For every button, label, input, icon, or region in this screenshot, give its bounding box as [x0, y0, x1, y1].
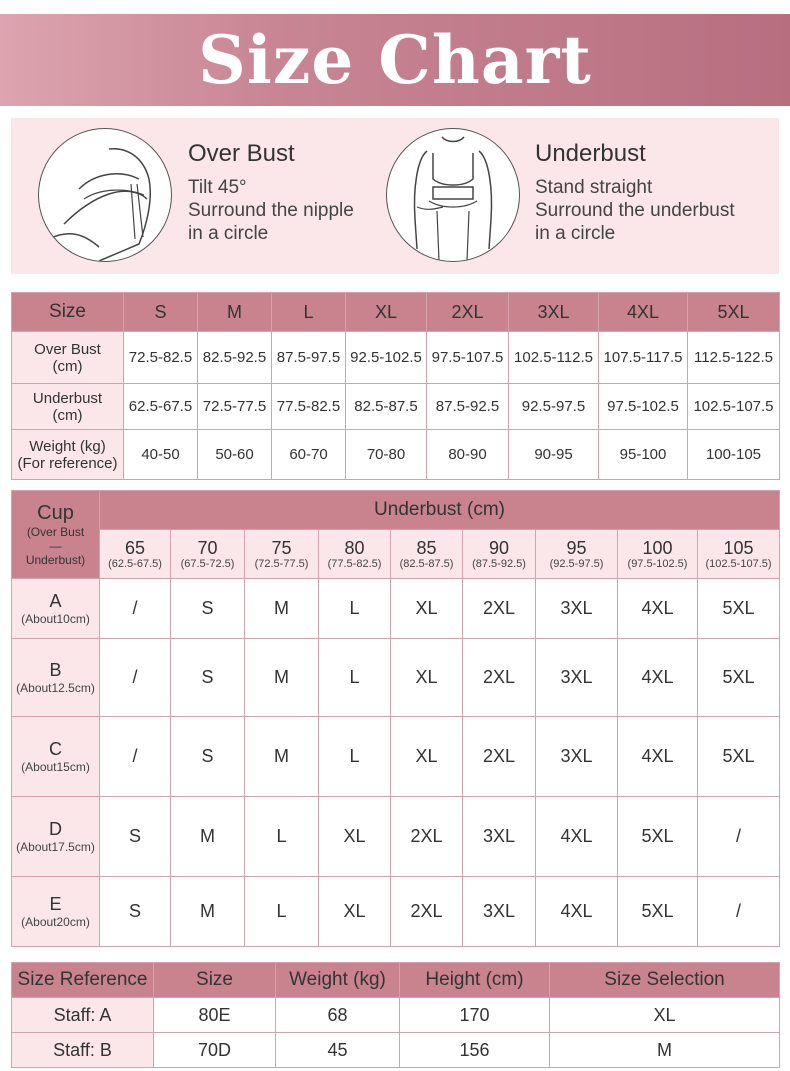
reference-col-header: Size — [154, 963, 276, 998]
col-main: 65 — [124, 538, 146, 558]
col-range: (97.5-102.5) — [627, 558, 688, 570]
size-col-header: 4XL — [599, 293, 688, 332]
title-banner — [0, 14, 790, 106]
col-main: 70 — [197, 538, 218, 558]
table-row — [12, 797, 780, 877]
cup-row-label — [12, 717, 100, 797]
table-cell: 2XL — [391, 877, 463, 947]
table-cell: S — [171, 579, 245, 639]
table-cell: 102.5-112.5 — [509, 332, 599, 384]
table-cell: 2XL — [463, 639, 536, 717]
table-cell: 87.5-92.5 — [427, 384, 509, 430]
table-cell: 4XL — [536, 797, 618, 877]
table-cell: L — [319, 717, 391, 797]
cup-formula: Underbust) — [25, 553, 86, 567]
table-cell: M — [171, 877, 245, 947]
col-range: (67.5-72.5) — [180, 558, 235, 570]
table-row — [12, 1033, 780, 1068]
staff-label: Staff: A — [12, 998, 154, 1033]
underbust-col-header — [319, 530, 391, 579]
reference-header-row — [12, 963, 780, 998]
cup-row-label — [12, 877, 100, 947]
cup-about: (About20cm) — [21, 915, 90, 929]
underbust-line: Surround the underbust — [535, 200, 735, 221]
cup-row-label — [12, 797, 100, 877]
over-bust-line: Surround the nipple — [188, 200, 354, 221]
table-cell: 5XL — [698, 717, 780, 797]
table-cell: 70-80 — [346, 430, 427, 480]
table-cell: 97.5-102.5 — [599, 384, 688, 430]
table-cell: 112.5-122.5 — [688, 332, 780, 384]
table-cell: 4XL — [618, 717, 698, 797]
row-label-main: Weight (kg) — [29, 437, 106, 455]
table-cell: 95-100 — [599, 430, 688, 480]
over-bust-line: Tilt 45° — [188, 177, 247, 198]
size-reference-table — [11, 962, 780, 1068]
table-cell: 92.5-102.5 — [346, 332, 427, 384]
size-col-header: XL — [346, 293, 427, 332]
table-cell: 4XL — [618, 579, 698, 639]
row-label-unit: (cm) — [52, 406, 83, 424]
over-bust-line: in a circle — [188, 223, 269, 244]
table-cell: M — [245, 579, 319, 639]
cup-about: (About15cm) — [21, 760, 90, 774]
col-range: (82.5-87.5) — [399, 558, 454, 570]
underbust-col-header — [536, 530, 618, 579]
col-main: 80 — [344, 538, 365, 558]
table-cell: 102.5-107.5 — [688, 384, 780, 430]
table-cell: 50-60 — [198, 430, 272, 480]
over-bust-figure-icon — [39, 129, 171, 261]
underbust-instructions — [535, 140, 735, 245]
underbust-col-header — [618, 530, 698, 579]
over-bust-instructions — [188, 140, 354, 245]
underbust-col-header — [100, 530, 171, 579]
page-title: Size Chart — [198, 21, 592, 99]
cup-about: (About17.5cm) — [16, 840, 95, 854]
table-cell: 72.5-77.5 — [198, 384, 272, 430]
cup-row-label — [12, 639, 100, 717]
table-cell: 2XL — [463, 717, 536, 797]
reference-col-header: Size Selection — [550, 963, 780, 998]
row-label-unit: (cm) — [52, 357, 83, 375]
col-main: 85 — [416, 538, 437, 558]
table-cell: L — [319, 579, 391, 639]
cup-letter: E — [49, 894, 62, 914]
table-cell: 80E — [154, 998, 276, 1033]
cup-about: (About12.5cm) — [16, 681, 95, 695]
table-cell: 90-95 — [509, 430, 599, 480]
cup-row-label — [12, 579, 100, 639]
size-col-header: 3XL — [509, 293, 599, 332]
size-header-label: Size — [12, 293, 124, 332]
cup-letter: A — [49, 591, 62, 611]
underbust-figure-icon — [387, 129, 519, 261]
underbust-col-header — [245, 530, 319, 579]
cup-header-row — [12, 491, 780, 530]
staff-label: Staff: B — [12, 1033, 154, 1068]
col-range: (87.5-92.5) — [472, 558, 526, 570]
table-cell: 5XL — [618, 797, 698, 877]
table-cell: L — [245, 877, 319, 947]
table-cell: 107.5-117.5 — [599, 332, 688, 384]
underbust-line: Stand straight — [535, 177, 653, 198]
size-col-header: S — [124, 293, 198, 332]
cup-letter: C — [49, 739, 62, 759]
col-main: 90 — [488, 538, 510, 558]
table-cell: 82.5-87.5 — [346, 384, 427, 430]
table-cell: 40-50 — [124, 430, 198, 480]
table-cell: 45 — [276, 1033, 400, 1068]
table-row — [12, 717, 780, 797]
table-cell: XL — [319, 797, 391, 877]
cup-letter: B — [49, 660, 62, 680]
size-table — [11, 292, 780, 480]
measurement-guide — [11, 118, 779, 274]
reference-col-header: Size Reference — [12, 963, 154, 998]
table-cell: 156 — [400, 1033, 550, 1068]
cup-header — [12, 491, 100, 579]
row-label-unit: (For reference) — [17, 454, 118, 472]
table-cell: / — [100, 639, 171, 717]
col-main: 75 — [271, 538, 292, 558]
reference-col-header: Height (cm) — [400, 963, 550, 998]
table-cell: 2XL — [391, 797, 463, 877]
size-col-header: M — [198, 293, 272, 332]
size-col-header: 2XL — [427, 293, 509, 332]
table-cell: 70D — [154, 1033, 276, 1068]
cup-label: Cup — [37, 502, 74, 524]
table-cell: 60-70 — [272, 430, 346, 480]
table-cell: 5XL — [698, 639, 780, 717]
table-cell: 3XL — [536, 639, 618, 717]
underbust-header: Underbust (cm) — [100, 491, 780, 530]
table-cell: L — [319, 639, 391, 717]
table-cell: XL — [391, 717, 463, 797]
table-row — [12, 639, 780, 717]
table-cell: 62.5-67.5 — [124, 384, 198, 430]
table-cell: 92.5-97.5 — [509, 384, 599, 430]
table-row — [12, 384, 780, 430]
col-range: (62.5-67.5) — [108, 558, 162, 570]
table-cell: M — [550, 1033, 780, 1068]
table-cell: 4XL — [618, 639, 698, 717]
row-label — [12, 384, 124, 430]
cup-letter: D — [49, 819, 62, 839]
table-cell: 4XL — [536, 877, 618, 947]
table-cell: S — [100, 797, 171, 877]
table-cell: S — [100, 877, 171, 947]
underbust-line: in a circle — [535, 223, 616, 244]
table-cell: XL — [391, 579, 463, 639]
underbust-illustration — [386, 128, 520, 262]
table-cell: M — [245, 717, 319, 797]
col-main: 105 — [723, 538, 754, 558]
col-main: 100 — [642, 538, 673, 558]
underbust-col-header — [171, 530, 245, 579]
col-range: (72.5-77.5) — [254, 558, 309, 570]
underbust-title: Underbust — [535, 140, 646, 167]
table-row — [12, 332, 780, 384]
row-label — [12, 430, 124, 480]
row-label — [12, 332, 124, 384]
table-cell: L — [245, 797, 319, 877]
reference-col-header: Weight (kg) — [276, 963, 400, 998]
col-main: 95 — [566, 538, 587, 558]
table-cell: 97.5-107.5 — [427, 332, 509, 384]
underbust-columns-row — [12, 530, 780, 579]
cup-about: (About10cm) — [21, 612, 90, 626]
table-cell: / — [100, 717, 171, 797]
table-cell: M — [245, 639, 319, 717]
row-label-main: Over Bust — [34, 340, 101, 358]
table-cell: S — [171, 639, 245, 717]
col-range: (77.5-82.5) — [327, 558, 382, 570]
size-col-header: L — [272, 293, 346, 332]
underbust-col-header — [698, 530, 780, 579]
table-cell: XL — [319, 877, 391, 947]
cup-formula: — — [49, 539, 62, 553]
table-row — [12, 430, 780, 480]
table-cell: 3XL — [463, 877, 536, 947]
col-range: (102.5-107.5) — [705, 558, 772, 570]
table-cell: 87.5-97.5 — [272, 332, 346, 384]
over-bust-illustration — [38, 128, 172, 262]
table-cell: / — [698, 877, 780, 947]
row-label-main: Underbust — [32, 389, 103, 407]
size-header-row — [12, 293, 780, 332]
table-cell: 3XL — [536, 717, 618, 797]
underbust-col-header — [463, 530, 536, 579]
table-cell: 5XL — [698, 579, 780, 639]
table-cell: 68 — [276, 998, 400, 1033]
col-range: (92.5-97.5) — [549, 558, 604, 570]
table-cell: M — [171, 797, 245, 877]
table-cell: 72.5-82.5 — [124, 332, 198, 384]
table-cell: 80-90 — [427, 430, 509, 480]
table-row — [12, 877, 780, 947]
table-cell: 3XL — [463, 797, 536, 877]
cup-table — [11, 490, 780, 947]
size-col-header: 5XL — [688, 293, 780, 332]
table-cell: / — [698, 797, 780, 877]
table-row — [12, 579, 780, 639]
cup-formula: (Over Bust — [26, 525, 85, 539]
table-cell: 100-105 — [688, 430, 780, 480]
table-cell: XL — [391, 639, 463, 717]
table-cell: 170 — [400, 998, 550, 1033]
table-cell: 82.5-92.5 — [198, 332, 272, 384]
table-cell: 2XL — [463, 579, 536, 639]
table-cell: 77.5-82.5 — [272, 384, 346, 430]
table-cell: 3XL — [536, 579, 618, 639]
table-cell: S — [171, 717, 245, 797]
table-row — [12, 998, 780, 1033]
table-cell: XL — [550, 998, 780, 1033]
over-bust-title: Over Bust — [188, 140, 295, 167]
table-cell: / — [100, 579, 171, 639]
table-cell: 5XL — [618, 877, 698, 947]
underbust-col-header — [391, 530, 463, 579]
